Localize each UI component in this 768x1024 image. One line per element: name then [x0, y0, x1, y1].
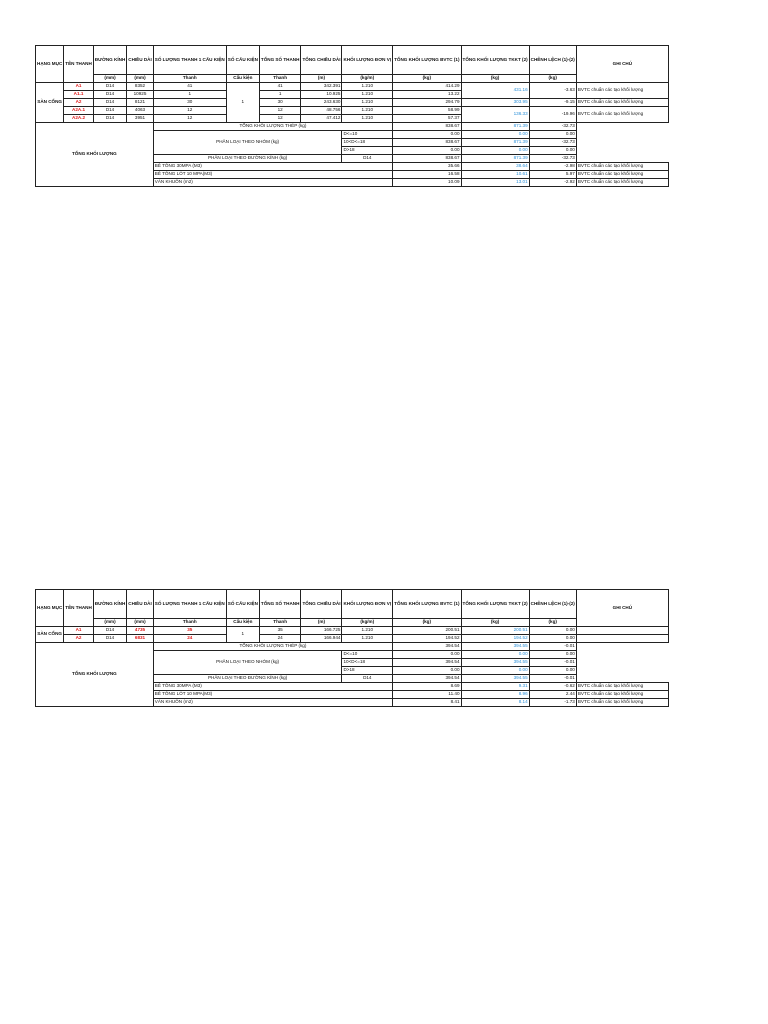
unit-so-luong: Thanh [153, 619, 226, 627]
hang-muc-cell: SÀN CỔNG [36, 83, 64, 123]
difference: -19.96 [529, 107, 576, 123]
group-tkkt: 871.39 [461, 139, 529, 147]
formwork-tkkt: 8.14 [461, 699, 529, 707]
difference: 0.00 [529, 627, 576, 635]
total-bars: 12 [259, 107, 301, 115]
note: BVTC chuẩn các tạo khối lượng [576, 683, 668, 691]
total-bars: 24 [259, 635, 301, 643]
diameter-group-label: PHÂN LOẠI THEO ĐƯỜNG KÍNH (kg) [153, 675, 342, 683]
steel-quantity-table-1 [35, 45, 669, 187]
formwork-difference: -2.92 [529, 179, 576, 187]
unit-so-cau-kien: Cấu kiện [226, 619, 259, 627]
group-d-small: D<=10 [342, 131, 393, 139]
table-row [36, 627, 669, 635]
total-tkkt: 394.55 [461, 643, 529, 651]
header-chenh-lech: CHÊNH LỆCH (1)-(2) [529, 590, 576, 619]
diameter: D14 [93, 115, 126, 123]
header-so-cau-kien: SỐ CẤU KIỆN [226, 590, 259, 619]
header-chieu-dai: CHIỀU DÀI [127, 46, 153, 75]
total-bvtc: 394.54 [393, 643, 461, 651]
header-tong-so-thanh: TỔNG SỐ THANH [259, 46, 301, 75]
note: BVTC chuẩn các tạo khối lượng [576, 171, 668, 179]
header-tong-chieu-dai: TỔNG CHIỀU DÀI [301, 46, 342, 75]
table-row [36, 635, 669, 643]
lean-concrete-label: BÊ TÔNG LÓT 10 MPA(M3) [153, 171, 392, 179]
unit-khoi-luong-dv: (kg/m) [342, 619, 393, 627]
summary-row [36, 123, 669, 131]
total-tkkt: 871.39 [461, 123, 529, 131]
group-difference: 0.00 [529, 667, 576, 675]
diameter: D14 [93, 99, 126, 107]
group-label: PHÂN LOẠI THEO NHÓM (kg) [153, 651, 342, 675]
unit-weight: 1.210 [342, 107, 393, 115]
note: BVTC chuẩn các tạo khối lượng [576, 179, 668, 187]
header-hang-muc: HẠNG MỤC [36, 590, 64, 627]
group-d-small: D<=10 [342, 651, 393, 659]
bar-count: 12 [153, 107, 226, 115]
table-row [36, 107, 669, 115]
diameter-difference: -32.73 [529, 155, 576, 163]
header-ten-thanh: TÊN THANH [64, 46, 94, 83]
header-chenh-lech: CHÊNH LỆCH (1)-(2) [529, 46, 576, 75]
hang-muc-cell: SÀN CỔNG [36, 627, 64, 643]
group-difference: -0.01 [529, 659, 576, 667]
length: 8121 [127, 99, 153, 107]
group-tkkt: 0.00 [461, 147, 529, 155]
lean-concrete-bvtc: 11.40 [393, 691, 461, 699]
header-so-cau-kien: SỐ CẤU KIỆN [226, 46, 259, 75]
group-tkkt: 0.00 [461, 651, 529, 659]
group-difference: 0.00 [529, 651, 576, 659]
total-bvtc: 838.67 [393, 123, 461, 131]
unit-duong-kinh: (mm) [93, 75, 126, 83]
note: BVTC chuẩn các tạo khối lượng [576, 83, 668, 99]
diameter-group-value: D14 [342, 675, 393, 683]
concrete-bvtc: 35.66 [393, 163, 461, 171]
group-difference: 0.00 [529, 147, 576, 155]
unit-tkl-tkkt: (kg) [461, 619, 529, 627]
bar-name: A1 [64, 627, 94, 635]
diameter-bvtc: 394.54 [393, 675, 461, 683]
group-bvtc: 838.67 [393, 139, 461, 147]
group-d-mid: 10<D<=18 [342, 139, 393, 147]
lean-concrete-label: BÊ TÔNG LÓT 10 MPA(M3) [153, 691, 392, 699]
unit-chenh-lech: (kg) [529, 619, 576, 627]
summary-row [36, 643, 669, 651]
total-length: 48.756 [301, 107, 342, 115]
group-difference: 0.00 [529, 131, 576, 139]
header-tkl-bvtc: TỔNG KHỐI LƯỢNG BVTC (1) [393, 46, 461, 75]
bar-name: A2 [64, 635, 94, 643]
total-steel-label: TỔNG KHỐI LƯỢNG THÉP (kg) [153, 643, 392, 651]
diameter-tkkt: 871.39 [461, 155, 529, 163]
note: BVTC chuẩn các tạo khối lượng [576, 691, 668, 699]
total-bars: 35 [259, 627, 301, 635]
total-label: TỔNG KHỐI LƯỢNG [36, 643, 154, 707]
header-so-luong: SỐ LƯỢNG THANH 1 CẤU KIỆN [153, 590, 226, 619]
difference: -3.63 [529, 83, 576, 99]
steel-quantity-table-2 [35, 589, 669, 707]
difference: 0.00 [529, 635, 576, 643]
header-chieu-dai: CHIỀU DÀI [127, 590, 153, 619]
total-length: 166.725 [301, 627, 342, 635]
concrete-label: BÊ TÔNG 30MPA (M3) [153, 683, 392, 691]
unit-weight: 1.210 [342, 627, 393, 635]
header-tkl-bvtc: TỔNG KHỐI LƯỢNG BVTC (1) [393, 590, 461, 619]
unit-tong-chieu-dai: (m) [301, 619, 342, 627]
header-ghi-chu: GHI CHÚ [576, 590, 668, 627]
group-d-large: D>18 [342, 147, 393, 155]
total-length: 10.925 [301, 91, 342, 99]
unit-tkl-bvtc: (kg) [393, 75, 461, 83]
lean-concrete-bvtc: 16.58 [393, 171, 461, 179]
group-difference: -32.73 [529, 139, 576, 147]
formwork-bvtc: 8.41 [393, 699, 461, 707]
unit-tong-so-thanh: Thanh [259, 619, 301, 627]
unit-weight: 1.210 [342, 99, 393, 107]
group-tkkt: 394.55 [461, 659, 529, 667]
unit-weight: 1.210 [342, 83, 393, 91]
note [576, 635, 668, 643]
bar-count: 1 [153, 91, 226, 99]
header-duong-kinh: ĐƯỜNG KÍNH [93, 590, 126, 619]
diameter-difference: -0.01 [529, 675, 576, 683]
concrete-label: BÊ TÔNG 30MPA (M3) [153, 163, 392, 171]
difference: -9.15 [529, 99, 576, 107]
length: 6831 [127, 635, 153, 643]
weight-bvtc: 294.79 [393, 99, 461, 107]
unit-khoi-luong-dv: (kg/m) [342, 75, 393, 83]
bar-name: A2A.1 [64, 107, 94, 115]
weight-tkkt: 136.33 [461, 107, 529, 123]
diameter: D14 [93, 627, 126, 635]
length: 10925 [127, 91, 153, 99]
unit-tkl-tkkt: (kg) [461, 75, 529, 83]
weight-bvtc: 200.51 [393, 627, 461, 635]
formwork-label: VÁN KHUÔN (m2) [153, 699, 392, 707]
lean-concrete-difference: 2.44 [529, 691, 576, 699]
group-tkkt: 0.00 [461, 131, 529, 139]
header-ghi-chu: GHI CHÚ [576, 46, 668, 83]
length: 4063 [127, 107, 153, 115]
header-ten-thanh: TÊN THANH [64, 590, 94, 627]
group-label: PHÂN LOẠI THEO NHÓM (kg) [153, 131, 342, 155]
bar-count: 41 [153, 83, 226, 91]
diameter-group-value: D14 [342, 155, 393, 163]
weight-tkkt: 200.51 [461, 627, 529, 635]
weight-bvtc: 194.52 [393, 635, 461, 643]
length: 4735 [127, 627, 153, 635]
weight-bvtc: 58.99 [393, 107, 461, 115]
concrete-tkkt: 9.31 [461, 683, 529, 691]
diameter-tkkt: 394.55 [461, 675, 529, 683]
bar-count: 30 [153, 99, 226, 107]
diameter: D14 [93, 635, 126, 643]
diameter-bvtc: 838.67 [393, 155, 461, 163]
diameter: D14 [93, 91, 126, 99]
unit-chenh-lech: (kg) [529, 75, 576, 83]
total-difference: -0.01 [529, 643, 576, 651]
weight-tkkt: 431.16 [461, 83, 529, 99]
concrete-bvtc: 8.69 [393, 683, 461, 691]
group-tkkt: 0.00 [461, 667, 529, 675]
formwork-difference: -1.73 [529, 699, 576, 707]
unit-weight: 1.210 [342, 115, 393, 123]
note: BVTC chuẩn các tạo khối lượng [576, 107, 668, 123]
header-tkl-tkkt: TỔNG KHỐI LƯỢNG TKKT (2) [461, 46, 529, 75]
weight-tkkt: 303.95 [461, 99, 529, 107]
formwork-tkkt: 13.01 [461, 179, 529, 187]
total-steel-label: TỔNG KHỐI LƯỢNG THÉP (kg) [153, 123, 392, 131]
total-bars: 1 [259, 91, 301, 99]
total-difference: -32.73 [529, 123, 576, 131]
header-khoi-luong-dv: KHỐI LƯỢNG ĐƠN VỊ [342, 46, 393, 75]
unit-tong-chieu-dai: (m) [301, 75, 342, 83]
unit-chieu-dai: (mm) [127, 75, 153, 83]
table-row [36, 99, 669, 107]
header-duong-kinh: ĐƯỜNG KÍNH [93, 46, 126, 75]
bar-name: A1.1 [64, 91, 94, 99]
diameter: D14 [93, 107, 126, 115]
component-count: 1 [226, 83, 259, 123]
concrete-tkkt: 38.64 [461, 163, 529, 171]
weight-bvtc: 414.29 [393, 83, 461, 91]
total-length: 166.944 [301, 635, 342, 643]
group-bvtc: 394.54 [393, 659, 461, 667]
diameter: D14 [93, 83, 126, 91]
lean-concrete-tkkt: 8.96 [461, 691, 529, 699]
unit-weight: 1.210 [342, 635, 393, 643]
total-length: 47.412 [301, 115, 342, 123]
header-so-luong: SỐ LƯỢNG THANH 1 CẤU KIỆN [153, 46, 226, 75]
bar-name: A2A.2 [64, 115, 94, 123]
length: 8352 [127, 83, 153, 91]
header-tkl-tkkt: TỔNG KHỐI LƯỢNG TKKT (2) [461, 590, 529, 619]
header-tong-so-thanh: TỔNG SỐ THANH [259, 590, 301, 619]
formwork-label: VÁN KHUÔN (m2) [153, 179, 392, 187]
lean-concrete-tkkt: 10.61 [461, 171, 529, 179]
total-bars: 12 [259, 115, 301, 123]
group-d-mid: 10<D<=18 [342, 659, 393, 667]
bar-name: A1 [64, 83, 94, 91]
header-tong-chieu-dai: TỔNG CHIỀU DÀI [301, 590, 342, 619]
group-bvtc: 0.00 [393, 651, 461, 659]
length: 3951 [127, 115, 153, 123]
unit-weight: 1.210 [342, 91, 393, 99]
bar-count: 24 [153, 635, 226, 643]
weight-bvtc: 57.37 [393, 115, 461, 123]
weight-tkkt: 194.52 [461, 635, 529, 643]
unit-so-cau-kien: Cấu kiện [226, 75, 259, 83]
concrete-difference: -2.98 [529, 163, 576, 171]
bar-count: 35 [153, 627, 226, 635]
header-hang-muc: HẠNG MỤC [36, 46, 64, 83]
unit-chieu-dai: (mm) [127, 619, 153, 627]
unit-tkl-bvtc: (kg) [393, 619, 461, 627]
unit-tong-so-thanh: Thanh [259, 75, 301, 83]
component-count: 1 [226, 627, 259, 643]
unit-so-luong: Thanh [153, 75, 226, 83]
weight-bvtc: 13.22 [393, 91, 461, 99]
group-bvtc: 0.00 [393, 147, 461, 155]
header-khoi-luong-dv: KHỐI LƯỢNG ĐƠN VỊ [342, 590, 393, 619]
bar-name: A2 [64, 99, 94, 107]
bar-count: 12 [153, 115, 226, 123]
note: BVTC chuẩn các tạo khối lượng [576, 699, 668, 707]
total-length: 342.391 [301, 83, 342, 91]
group-d-large: D>18 [342, 667, 393, 675]
total-length: 243.630 [301, 99, 342, 107]
lean-concrete-difference: 5.97 [529, 171, 576, 179]
note: BVTC chuẩn các tạo khối lượng [576, 99, 668, 107]
note: BVTC chuẩn các tạo khối lượng [576, 163, 668, 171]
group-bvtc: 0.00 [393, 667, 461, 675]
total-label: TỔNG KHỐI LƯỢNG [36, 123, 154, 187]
total-bars: 41 [259, 83, 301, 91]
formwork-bvtc: 10.09 [393, 179, 461, 187]
unit-duong-kinh: (mm) [93, 619, 126, 627]
note [576, 627, 668, 635]
diameter-group-label: PHÂN LOẠI THEO ĐƯỜNG KÍNH (kg) [153, 155, 342, 163]
table-row [36, 83, 669, 91]
concrete-difference: -0.62 [529, 683, 576, 691]
total-bars: 30 [259, 99, 301, 107]
group-bvtc: 0.00 [393, 131, 461, 139]
